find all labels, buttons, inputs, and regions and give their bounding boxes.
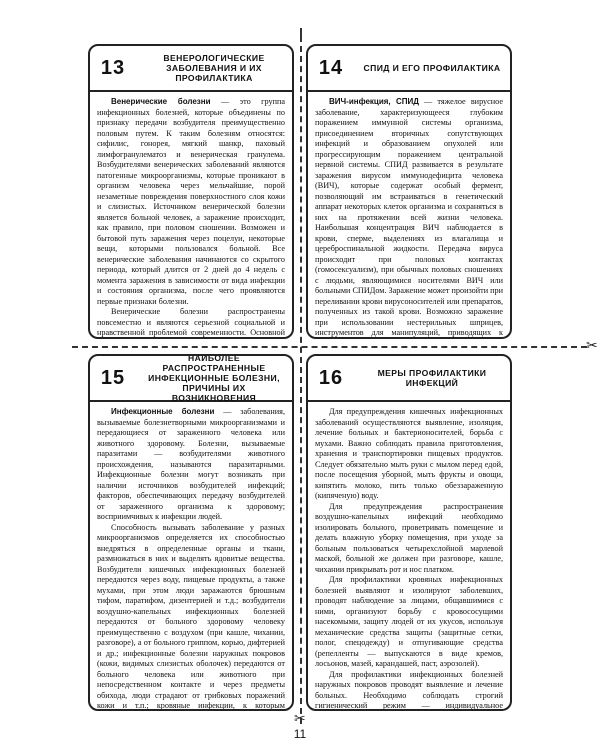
card-header [90, 46, 292, 92]
paragraph: Для профилактики инфекционных болезней наружных покровов проводят выявление и лечение больных. Необходимо соблюдать строгий гигиенический режим — индивидуальное [315, 669, 503, 710]
paragraph: Способность вызывать заболевание у разных микроорганизмов определяется их способностью внедряться в определенные органы и ткани, размножаться в них и выделять ядовитые вещества. Возбудители кишечных инфекционных болезней передаются через воду, пищевые продукты, а также мухами, при этом люди заражаются брюшным тифом, паратифом, дизентерией и т.д.; возбудители воздушно-капельных инфекционных болезней передаются от больного здоровому человеку преимущественно с воздухом (при кашле, чихании, разговоре), а от больного гриппом, корью, дифтерией и др.; инфекционные болезни наружных покровов (кожи, видимых слизистых оболочек) передаются от больного человека или животного при непосредственном контакте и через предметы обихода, люди страдают от грибковых поражений кожи и т.п.; кровяные инфекции, к которым [97, 522, 285, 710]
card-header [308, 356, 510, 402]
horizontal-cut-line [72, 346, 587, 348]
page-number: 11 [293, 727, 307, 741]
card-title: ВЕНЕРОЛОГИЧЕСКИЕ ЗАБОЛЕВАНИЯ И ИХ ПРОФИЛАКТИКА [163, 53, 265, 83]
paragraph: Для предупреждения распространения воздушно-капельных инфекций необходимо изолировать больного, проветривать помещение и делать влажную уборку помещения, при уходе за больным пользоваться четырехслойной марлевой маской, больной же должен при разговоре, кашле, чихании прикрывать рот и нос платком. [315, 501, 503, 574]
vertical-cut-line [300, 36, 302, 724]
card-14 [306, 44, 512, 339]
scissors-icon: ✂ [586, 338, 598, 354]
card-15 [88, 354, 294, 711]
card-header [308, 46, 510, 92]
card-body [90, 92, 292, 339]
card-title: МЕРЫ ПРОФИЛАКТИКИ ИНФЕКЦИЙ [377, 368, 487, 388]
card-16 [306, 354, 512, 711]
card-header [90, 356, 292, 402]
scissors-icon: ✂ [294, 711, 306, 727]
lead-term: Инфекционные болезни [111, 407, 215, 416]
card-body [308, 402, 510, 711]
card-number: 16 [318, 366, 344, 389]
lead-term: ВИЧ-инфекция, СПИД [329, 97, 419, 106]
card-body [308, 92, 510, 339]
paragraph: Для профилактики кровяных инфекционных болезней выявляют и изолируют заболевших, проводят наблюдение за лицами, общавшимися с ними, организуют борьбу с кровососущими насекомыми, защиту людей от их укусов, используя механические средства защиты (защитные сетки, полог, спецодежду) и отпугивающие средства (репелленты — выпускаются в виде кремов, лосьонов, мазей, карандашей, паст, аэрозолей). [315, 575, 503, 668]
paragraph [315, 97, 503, 339]
card-number: 15 [100, 366, 126, 389]
paragraph: Венерические болезни распространены повсеместно и являются серьезной социальной и нравственной проблемой современности. Основной [97, 307, 285, 337]
paragraph-text: — тяжелое вирусное заболевание, характеризующееся глубоким поражением иммунной системы организма, присоединением вторичных сопутствующих инфекций и образованием опухолей или прогрессирующим поражением центральной нервной системы. СПИД развивается в результате заражения вирусом иммунодефицита человека (ВИЧ), которые содержат особый фермент, позволяющий им встраиваться в генетический аппарат некоторых клеток организма и сохраняться в них на протяжении всей жизни человека. Наибольшая концентрация ВИЧ наблюдается в крови, сперме, выделениях из влагалища и цереброспинальной жидкости. Передача вируса происходит при половых контактах (гомосексуализм), при обычных половых сношениях с людьми, являющимися носителями ВИЧ или больными СПИДом. Заражение может произойти при переливании крови вирусоносителей или препаратов, полученных из такой крови. Возможно заражение при использовании нестерильных шприцев, инструментов для манипуляций, приводящих к [315, 97, 503, 337]
card-title: НАИБОЛЕЕ РАСПРОСТРАНЕННЫЕ ИНФЕКЦИОННЫЕ БОЛЕЗНИ, ПРИЧИНЫ ИХ ВОЗНИКНОВЕНИЯ [148, 354, 280, 403]
paragraph [97, 97, 285, 307]
paragraph-text: — это группа инфекционных болезней, которые объединены по признаку передачи возбудителя преимущественно половым путем. К таким болезням относятся: сифилис, гонорея, мягкий шанкр, паховый лимфогранулематоз и венерическая гранулема. Возбудителями венерических заболеваний являются патогенные микроорганизмы, которые проникают в организм человека через мельчайшие, порой незаметные повреждения поверхностного слоя кожи и слизистых. Источником венерической болезни является больной человек, а заражение происходит, как правило, при половом сношении. Возможен и бытовой путь заражения через поцелуи, некоторые вещи, которыми пользовался больной. Все венерические заболевания начинаются со скрытого периода, который длится от 2 дней до 4 недель с момента заражения в зависимости от вида инфекции и состояния организма, после чего проявляются первые признаки болезни. [97, 97, 285, 306]
paragraph-text: — заболевания, вызываемые болезнетворными микроорганизмами и передающиеся от зараженного человека или животного здоровому. Болезни, вызываемые паразитами — возбудителями животного происхождения, называются паразитарными. Инфекционные болезни могут возникать при наличии источников возбудителей инфекций; факторов, обеспечивающих передачу возбудителей от зараженного организма к здоровому; восприимчивых к инфекции людей. [97, 407, 285, 521]
paragraph [97, 407, 285, 523]
card-title: СПИД И ЕГО ПРОФИЛАКТИКА [363, 63, 501, 73]
card-body [90, 402, 292, 711]
card-number: 14 [318, 56, 344, 79]
lead-term: Венерические болезни [111, 97, 211, 106]
card-13 [88, 44, 294, 339]
paragraph: Для предупреждения кишечных инфекционных заболеваний осуществляются выявление, изоляция, лечение больных и бактерионосителей, борьба с мухами. Важно соблюдать правила приготовления, хранения и транспортировки пищевых продуктов. Следует обязательно мыть руки с мылом перед едой, после посещения уборной, мыть фрукты и овощи, кипятить молоко, пить только обеззараженную (кипяченую) воду. [315, 407, 503, 500]
card-number: 13 [100, 56, 126, 79]
